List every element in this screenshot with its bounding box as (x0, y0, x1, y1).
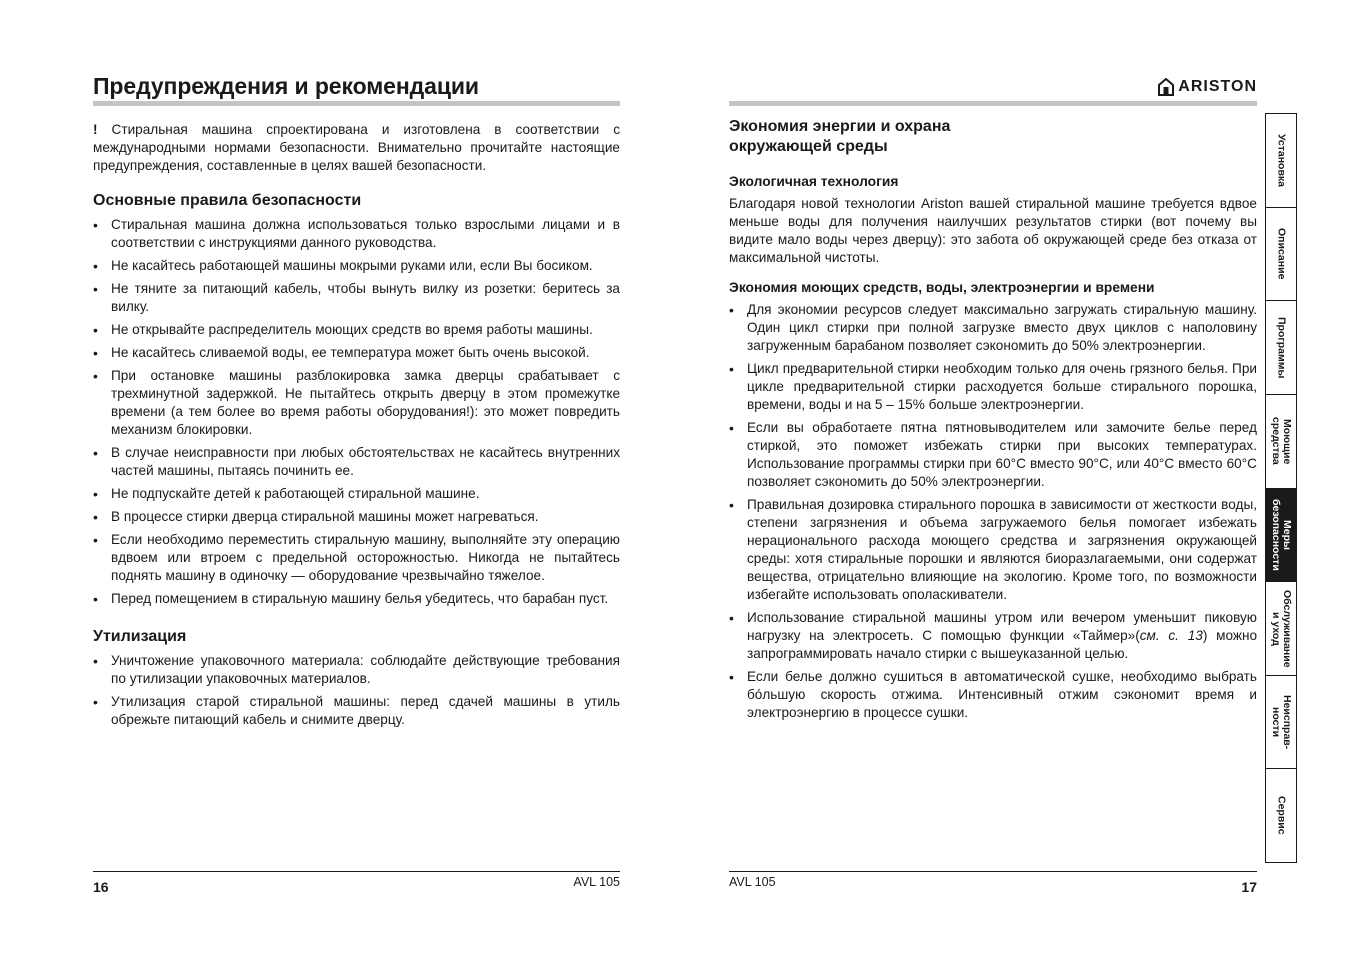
tab-label: Сервис (1275, 796, 1288, 835)
list-item: • Перед помещением в стиральную машину белья убедитесь, что барабан пуст. (93, 590, 620, 608)
intro-text: Стиральная машина спроектирована и изготовлена в соответствии с международными нормами безопасности. Внимательно прочитайте настоящие предупреждения, составленные в целях вашей безопасности. (93, 122, 620, 173)
list-item: • При остановке машины разблокировка замка дверцы срабатывает с трехминутной задержкой. Не пытайтесь открыть дверцу в этом промежутке времени (а тем более во время работы оборудования!): это может повредить механизм блокировки. (93, 367, 620, 439)
timer-text: Использование стиральной машины утром или вечером уменьшит пиковую нагрузку на электросеть. С помощью функции «Таймер»( (747, 610, 1257, 643)
list-item: • Не касайтесь работающей машины мокрыми руками или, если Вы босиком. (93, 257, 620, 275)
page-reference: см. с. 13 (1139, 628, 1203, 643)
list-item: • Не тяните за питающий кабель, чтобы вынуть вилку из розетки: беритесь за вилку. (93, 280, 620, 316)
page-number: 17 (1241, 879, 1257, 895)
tab-label: Описание (1275, 228, 1288, 280)
model-label: AVL 105 (573, 875, 620, 889)
list-item: • Стиральная машина должна использоваться только взрослыми лицами и в соответствии с инструкциями данного руководства. (93, 216, 620, 252)
logo-text: ARISTON (1178, 78, 1257, 95)
title-divider (93, 101, 620, 106)
tab-detergents[interactable] (1266, 395, 1296, 489)
title-divider (729, 101, 1257, 106)
list-item: • Утилизация старой стиральной машины: перед сдачей машины в утиль обрежьте питающий кабель и снимите дверцу. (93, 693, 620, 729)
ariston-logo (1158, 78, 1257, 96)
left-page (93, 0, 620, 954)
footer-divider (729, 871, 1257, 872)
list-item: • В случае неисправности при любых обстоятельствах не касайтесь внутренних частей машины, пытаясь починить ее. (93, 444, 620, 480)
list-item: • Для экономии ресурсов следует максимально загружать стиральную машину. Один цикл стирки при полной загрузке вместо двух циклов с наполовину загруженным барабаном позволяет сэкономить до 50% электроэнергии. (729, 301, 1257, 355)
tab-troubleshooting[interactable] (1266, 676, 1296, 770)
list-item: • Не открывайте распределитель моющих средств во время работы машины. (93, 321, 620, 339)
list-item: • Если вы обработаете пятна пятновыводителем или замочите белье перед стиркой, это поможет избежать стирки при высоких температурах. Использование программы стирки при 60°C вместо 90°C, или 40°C вместо 60°C позволяет сэкономить до 50% электроэнергии. (729, 419, 1257, 491)
list-item (729, 609, 1257, 663)
page-number: 16 (93, 879, 109, 895)
safety-heading: Основные правила безопасности (93, 192, 362, 209)
list-item: • Правильная дозировка стирального порошка в зависимости от жесткости воды, степени загрязнения и объема загружаемого белья помогает избежать нерационального расхода моющего средства и загрязнения окружающей среды: хотя стиральные порошки и являются биоразлагаемыми, они содержат вещества, отрицательно влияющие на экологию. Кроме того, по возможности избегайте использовать ополаскиватели. (729, 496, 1257, 604)
tab-label: Программы (1275, 316, 1288, 379)
tab-safety[interactable] (1266, 489, 1296, 583)
warning-mark: ! (93, 122, 98, 137)
model-label: AVL 105 (729, 875, 776, 889)
saving-list (729, 301, 1257, 722)
tab-maintenance[interactable] (1266, 582, 1296, 676)
energy-heading-line: Экономия энергии и охрана (729, 118, 951, 135)
list-item: • Не подпускайте детей к работающей стиральной машине. (93, 485, 620, 503)
list-item: • Уничтожение упаковочного материала: соблюдайте действующие требования по утилизации упаковочных материалов. (93, 652, 620, 688)
list-item: • Цикл предварительной стирки необходим только для очень грязного белья. При цикле предварительной стирки расходуется больше стирального порошка, времени, воды и на 5 – 15% больше электроэнергии. (729, 360, 1257, 414)
timer-text: ) можно запрограммировать начало стирки с вышеуказанной целью. (747, 628, 1258, 661)
tab-service[interactable] (1266, 769, 1296, 862)
tab-installation[interactable] (1266, 114, 1296, 208)
tab-label: Обслуживание и уход (1270, 589, 1293, 668)
tab-label: Неисправ- ности (1270, 694, 1293, 750)
tab-description[interactable] (1266, 208, 1296, 302)
safety-list (93, 216, 620, 608)
tab-programs[interactable] (1266, 301, 1296, 395)
tab-label: Меры безопасности (1270, 498, 1293, 571)
saving-heading: Экономия моющих средств, воды, электроэнергии и времени (729, 280, 1155, 295)
page-title: Предупреждения и рекомендации (93, 73, 479, 99)
right-content (729, 117, 1257, 727)
right-page (729, 0, 1257, 954)
footer-divider (93, 871, 620, 872)
intro-paragraph (93, 121, 620, 175)
list-item: • Если необходимо переместить стиральную машину, выполняйте эту операцию вдвоем или втроем с предельной осторожностью. Никогда не пытайтесь поднять машину в одиночку — оборудование чрезвычайно тяжелое. (93, 531, 620, 585)
list-item: • Если белье должно сушиться в автоматической сушке, необходимо выбрать бóльшую скорость отжима. Интенсивный отжим сэкономит время и электроэнергию в процессе сушки. (729, 668, 1257, 722)
section-tabs (1265, 113, 1297, 863)
house-logo-icon (1158, 78, 1174, 96)
disposal-list (93, 652, 620, 729)
list-item: • Не касайтесь сливаемой воды, ее температура может быть очень высокой. (93, 344, 620, 362)
eco-paragraph: Благодаря новой технологии Ariston вашей стиральной машине требуется вдвое меньше воды для получения наилучших результатов стирки (вот почему вы видите мало воды через дверцу): это забота об окружающей среде без отказа от максимальной чистоты. (729, 196, 1257, 265)
tab-label: Моющие средства (1270, 417, 1293, 466)
energy-heading (729, 117, 1257, 157)
list-item: • В процессе стирки дверца стиральной машины может нагреваться. (93, 508, 620, 526)
energy-heading-line: окружающей среды (729, 138, 888, 155)
eco-heading: Экологичная технология (729, 174, 899, 189)
disposal-heading: Утилизация (93, 628, 187, 645)
tab-label: Установка (1275, 133, 1288, 187)
left-content (93, 121, 620, 734)
